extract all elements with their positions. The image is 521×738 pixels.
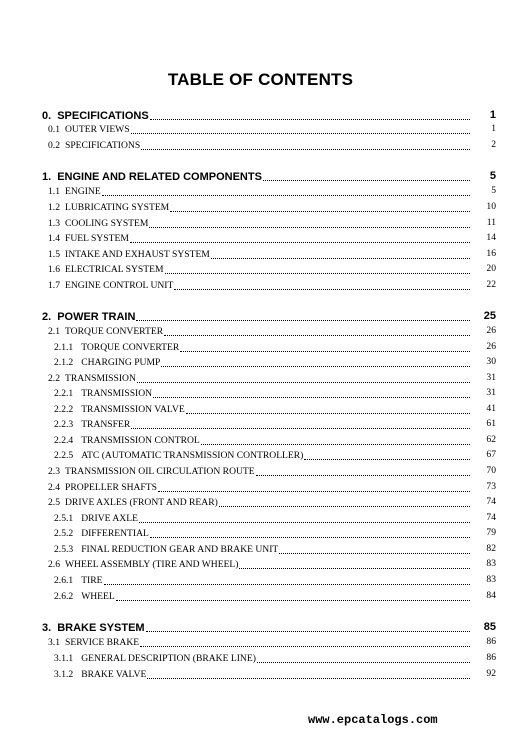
toc-entry[interactable] xyxy=(0,417,521,431)
dot-leader xyxy=(153,397,470,398)
toc-entry-title: TRANSMISSION CONTROL xyxy=(81,435,200,446)
toc-entry-title: BRAKE VALVE xyxy=(81,669,147,680)
toc-entry-title: TORQUE CONVERTER xyxy=(65,326,164,337)
toc-entry-title: TRANSFER xyxy=(81,419,131,430)
toc-entry-title: TORQUE CONVERTER xyxy=(81,342,180,353)
toc-entry-label xyxy=(54,651,471,665)
toc-entry-label xyxy=(54,386,471,400)
toc-entry-number: 0. xyxy=(42,110,52,122)
watermark-url: www.epcatalogs.com xyxy=(308,713,438,727)
page-title: TABLE OF CONTENTS xyxy=(167,70,354,89)
toc-entry-number: 2.5.2 xyxy=(54,528,74,539)
toc-entry[interactable] xyxy=(0,651,521,665)
toc-entry-number: 1.1 xyxy=(48,186,60,197)
toc-entry-label xyxy=(48,262,471,276)
toc-entry[interactable] xyxy=(0,184,521,198)
toc-entry-number: 2.1 xyxy=(48,326,60,337)
dot-leader xyxy=(219,506,470,507)
dot-leader xyxy=(263,180,470,181)
toc-entry-page: 73 xyxy=(486,481,496,492)
dot-leader xyxy=(158,491,470,492)
toc-entry[interactable] xyxy=(0,371,521,385)
toc-entry-title: TRANSMISSION OIL CIRCULATION ROUTE xyxy=(65,466,255,477)
toc-entry-title: LUBRICATING SYSTEM xyxy=(65,202,170,213)
toc-entry[interactable] xyxy=(0,620,521,634)
toc-entry-label xyxy=(48,635,471,649)
toc-entry-page: 86 xyxy=(486,636,496,647)
toc-entry-page: 1 xyxy=(489,109,496,121)
toc-entry[interactable] xyxy=(0,402,521,416)
toc-entry-page: 25 xyxy=(483,310,496,322)
toc-entry[interactable] xyxy=(0,635,521,649)
toc-entry-page: 1 xyxy=(491,123,496,134)
toc-entry[interactable] xyxy=(0,448,521,462)
toc-entry-title: TRANSMISSION VALVE xyxy=(81,404,185,415)
toc-entry-number: 2.2.1 xyxy=(54,388,74,399)
toc-entry[interactable] xyxy=(0,526,521,540)
dot-leader xyxy=(257,662,470,663)
toc-entry-title: TRANSMISSION xyxy=(65,373,136,384)
toc-entry[interactable] xyxy=(0,433,521,447)
toc-entry[interactable] xyxy=(0,278,521,292)
toc-entry-label xyxy=(48,122,471,136)
toc-entry-label xyxy=(54,355,471,369)
dot-leader xyxy=(201,444,470,445)
toc-entry-title: SERVICE BRAKE xyxy=(65,637,140,648)
toc-entry-label xyxy=(54,526,471,540)
toc-entry-title: ENGINE xyxy=(65,186,101,197)
toc-entry-label xyxy=(48,371,471,385)
toc-entry-label xyxy=(48,138,471,152)
toc-entry-title: WHEEL ASSEMBLY (TIRE AND WHEEL) xyxy=(65,559,239,570)
toc-entry-label xyxy=(48,495,471,509)
dot-leader xyxy=(170,211,470,212)
toc-entry-label xyxy=(54,433,471,447)
toc-entry-number: 3.1.1 xyxy=(54,653,74,664)
toc-entry[interactable] xyxy=(0,108,521,122)
toc-entry-page: 83 xyxy=(486,574,496,585)
toc-entry-page: 86 xyxy=(486,652,496,663)
toc-entry-page: 79 xyxy=(486,527,496,538)
toc-entry-number: 1.2 xyxy=(48,202,60,213)
toc-entry-title: BRAKE SYSTEM xyxy=(57,622,145,634)
toc-entry-title: WHEEL xyxy=(81,591,115,602)
toc-entry-label xyxy=(54,542,471,556)
toc-entry[interactable] xyxy=(0,542,521,556)
toc-entry-number: 2. xyxy=(42,311,52,323)
toc-entry[interactable] xyxy=(0,247,521,261)
toc-entry-title: PROPELLER SHAFTS xyxy=(65,482,157,493)
toc-entry-title: ENGINE CONTROL UNIT xyxy=(65,280,174,291)
toc-entry-number: 2.2.5 xyxy=(54,450,74,461)
dot-leader xyxy=(150,119,470,120)
toc-entry-title: ELECTRICAL SYSTEM xyxy=(65,264,164,275)
toc-entry-title: TRANSMISSION xyxy=(81,388,153,399)
toc-entry-label xyxy=(42,108,471,122)
dot-leader xyxy=(137,382,470,383)
toc-entry[interactable] xyxy=(0,324,521,338)
toc-entry-page: 62 xyxy=(486,434,496,445)
toc-entry-title: DIFFERENTIAL xyxy=(81,528,149,539)
dot-leader xyxy=(130,242,470,243)
toc-entry-label xyxy=(48,231,471,245)
toc-entry-title: OUTER VIEWS xyxy=(65,124,130,135)
toc-entry-page: 70 xyxy=(486,465,496,476)
toc-entry[interactable] xyxy=(0,667,521,681)
toc-entry[interactable] xyxy=(0,138,521,152)
toc-entry[interactable] xyxy=(0,216,521,230)
toc-entry-title: ENGINE AND RELATED COMPONENTS xyxy=(57,171,262,183)
toc-entry-label xyxy=(42,309,471,323)
toc-entry[interactable] xyxy=(0,495,521,509)
toc-entry-page: 16 xyxy=(486,248,496,259)
toc-entry-label xyxy=(48,324,471,338)
toc-entry-title: SPECIFICATIONS xyxy=(57,110,149,122)
toc-entry[interactable] xyxy=(0,169,521,183)
toc-entry-page: 61 xyxy=(486,418,496,429)
toc-entry[interactable] xyxy=(0,589,521,603)
toc-entry-number: 1.7 xyxy=(48,280,60,291)
toc-entry-page: 41 xyxy=(486,403,496,414)
toc-entry-title: FUEL SYSTEM xyxy=(65,233,129,244)
toc-entry[interactable] xyxy=(0,557,521,571)
toc-entry-page: 10 xyxy=(486,201,496,212)
toc-entry-number: 2.1.1 xyxy=(54,342,74,353)
dot-leader xyxy=(186,413,470,414)
toc-entry-number: 1.6 xyxy=(48,264,60,275)
toc-entry-number: 2.3 xyxy=(48,466,60,477)
toc-entry-label xyxy=(54,573,471,587)
toc-entry-title: TIRE xyxy=(81,575,103,586)
toc-entry-label xyxy=(54,340,471,354)
toc-entry-label xyxy=(48,557,471,571)
toc-entry-number: 2.4 xyxy=(48,482,60,493)
dot-leader xyxy=(279,553,470,554)
toc-entry[interactable] xyxy=(0,122,521,136)
toc-entry-label xyxy=(48,247,471,261)
toc-entry-label xyxy=(48,480,471,494)
toc-entry-title: GENERAL DESCRIPTION (BRAKE LINE) xyxy=(81,653,256,664)
dot-leader xyxy=(146,631,470,632)
toc-entry-number: 1.4 xyxy=(48,233,60,244)
toc-entry-title: SPECIFICATIONS xyxy=(65,140,141,151)
toc-entry[interactable] xyxy=(0,573,521,587)
toc-entry-page: 31 xyxy=(486,372,496,383)
dot-leader xyxy=(161,366,470,367)
toc-entry-label xyxy=(48,184,471,198)
dot-leader xyxy=(140,646,470,647)
toc-entry-number: 2.6 xyxy=(48,559,60,570)
toc-entry[interactable] xyxy=(0,309,521,323)
toc-entry-title: DRIVE AXLES (FRONT AND REAR) xyxy=(65,497,218,508)
toc-entry-number: 1. xyxy=(42,171,52,183)
toc-entry[interactable] xyxy=(0,340,521,354)
toc-entry-label xyxy=(42,620,471,634)
toc-entry-title: POWER TRAIN xyxy=(57,311,136,323)
toc-entry-page: 22 xyxy=(486,279,496,290)
toc-entry-page: 74 xyxy=(486,512,496,523)
toc-entry-label xyxy=(54,402,471,416)
toc-entry-label xyxy=(54,417,471,431)
toc-entry-title: DRIVE AXLE xyxy=(81,513,138,524)
toc-entry-number: 2.2.4 xyxy=(54,435,74,446)
toc-entry-number: 3.1 xyxy=(48,637,60,648)
toc-entry-number: 3. xyxy=(42,622,52,634)
toc-entry-page: 82 xyxy=(486,543,496,554)
toc-entry-page: 31 xyxy=(486,387,496,398)
toc-entry-label xyxy=(48,200,471,214)
toc-entry[interactable] xyxy=(0,355,521,369)
dot-leader xyxy=(180,351,470,352)
toc-entry[interactable] xyxy=(0,262,521,276)
toc-entry-page: 2 xyxy=(491,139,496,150)
dot-leader xyxy=(131,428,470,429)
toc-entry-number: 0.2 xyxy=(48,140,60,151)
toc-entry-page: 67 xyxy=(486,449,496,460)
toc-entry-page: 14 xyxy=(486,232,496,243)
toc-entry-page: 85 xyxy=(483,621,496,633)
toc-entry-number: 1.5 xyxy=(48,249,60,260)
toc-entry[interactable] xyxy=(0,511,521,525)
toc-entry-label xyxy=(48,464,471,478)
toc-entry-label xyxy=(48,216,471,230)
toc-entry-page: 5 xyxy=(491,185,496,196)
toc-entry-number: 2.6.1 xyxy=(54,575,74,586)
toc-entry-page: 11 xyxy=(486,217,496,228)
toc-entry[interactable] xyxy=(0,464,521,478)
toc-entry-number: 2.5.3 xyxy=(54,544,74,555)
toc-entry-page: 5 xyxy=(489,170,496,182)
toc-entry-title: CHARGING PUMP xyxy=(81,357,161,368)
dot-leader xyxy=(211,258,470,259)
dot-leader xyxy=(239,568,470,569)
dot-leader xyxy=(149,227,470,228)
dot-leader xyxy=(141,149,470,150)
toc-entry[interactable] xyxy=(0,480,521,494)
dot-leader xyxy=(256,475,470,476)
dot-leader xyxy=(131,133,470,134)
dot-leader xyxy=(147,678,470,679)
toc-entry-title: FINAL REDUCTION GEAR AND BRAKE UNIT xyxy=(81,544,279,555)
toc-entry-number: 2.5 xyxy=(48,497,60,508)
toc-entry-number: 1.3 xyxy=(48,218,60,229)
toc-entry-number: 2.2 xyxy=(48,373,60,384)
toc-entry-number: 2.2.2 xyxy=(54,404,74,415)
toc-entry-number: 3.1.2 xyxy=(54,669,74,680)
dot-leader xyxy=(136,320,470,321)
dot-leader xyxy=(174,289,470,290)
toc-entry-number: 2.5.1 xyxy=(54,513,74,524)
toc-entry-number: 2.2.3 xyxy=(54,419,74,430)
toc-entry-label xyxy=(54,667,471,681)
toc-entry-label xyxy=(54,511,471,525)
dot-leader xyxy=(150,537,470,538)
dot-leader xyxy=(164,335,470,336)
toc-entry-page: 84 xyxy=(486,590,496,601)
dot-leader xyxy=(304,459,470,460)
toc-entry-number: 0.1 xyxy=(48,124,60,135)
toc-entry-label xyxy=(54,448,471,462)
dot-leader xyxy=(139,522,470,523)
toc-entry-label xyxy=(54,589,471,603)
toc-entry-page: 74 xyxy=(486,496,496,507)
toc-entry-page: 20 xyxy=(486,263,496,274)
toc-entry-page: 83 xyxy=(486,558,496,569)
toc-entry-page: 30 xyxy=(486,356,496,367)
dot-leader xyxy=(102,195,470,196)
toc-entry-page: 92 xyxy=(486,668,496,679)
dot-leader xyxy=(104,584,470,585)
toc-entry-page: 26 xyxy=(486,341,496,352)
toc-entry-title: COOLING SYSTEM xyxy=(65,218,149,229)
toc-entry-label xyxy=(48,278,471,292)
toc-entry[interactable] xyxy=(0,200,521,214)
toc-entry-page: 26 xyxy=(486,325,496,336)
toc-entry-label xyxy=(42,169,471,183)
toc-entry-number: 2.1.2 xyxy=(54,357,74,368)
toc-entry-number: 2.6.2 xyxy=(54,591,74,602)
toc-entry[interactable] xyxy=(0,231,521,245)
toc-entry-title: INTAKE AND EXHAUST SYSTEM xyxy=(65,249,210,260)
toc-entry-title: ATC (AUTOMATIC TRANSMISSION CONTROLLER) xyxy=(81,450,304,461)
toc-entry[interactable] xyxy=(0,386,521,400)
dot-leader xyxy=(116,600,470,601)
dot-leader xyxy=(165,273,470,274)
